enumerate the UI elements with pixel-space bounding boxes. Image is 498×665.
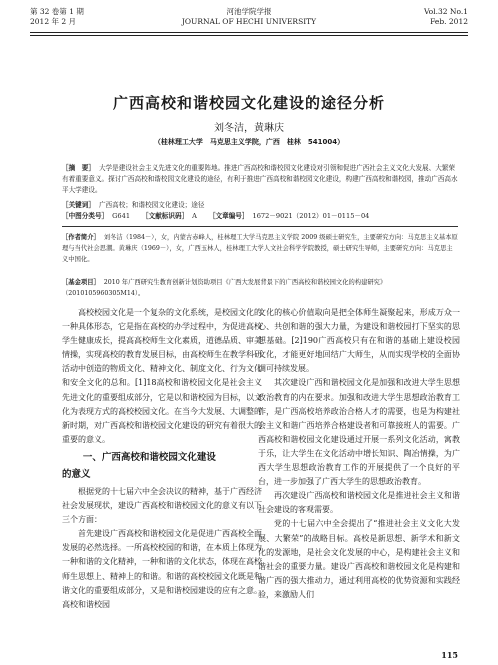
doc-code-label: ［文献标识码］: [142, 212, 189, 220]
publication-date: 2012 年 2 月: [30, 17, 77, 26]
journal-title-cn: 河池学院学报: [226, 7, 272, 16]
body-paragraph: 文化的核心价值取向是把全体师生凝聚起来，形成万众一心、共创和谐的强大力量，为建设和谐校园打下坚实的思想基础。[2]190广西高校只有在和谐的基础上建设校园文化，才能更好地回结广大师生，从而实现学校的全面协调可持续发展。: [258, 308, 460, 374]
publication-date-en: Feb. 2012: [430, 17, 468, 26]
body-paragraph: 根据党的十七届六中全会决议的精神，基于广西经济社会发展现状，建设广西高校和谐校园文化的意义有以下三个方面：: [62, 486, 262, 525]
article-number-field: [209, 211, 369, 222]
body-paragraph: 再次建设广西高校和谐校园文化是推进社会主义和谐社会建设的客观需要。: [258, 491, 460, 515]
paper-title: 广西高校和谐校园文化建设的途径分析: [112, 94, 385, 112]
body-paragraph: 首先建设广西高校和谐校园文化是促进广西高校全面发展的必然选择。一所高校校园的和谐，在本质上体现为一种和谐的文化精神，一种和谐的文化状态，体现在高校师生思想上、精神上的和谐。和谐的高校校园文化既是和谐文化的重要组成部分，又是和谐校园建设的应有之意。高校和谐校园: [62, 529, 262, 609]
clc-field: [62, 211, 130, 222]
journal-title-en: JOURNAL OF HECHI UNIVERSITY: [181, 17, 317, 26]
body-column-right: [258, 306, 460, 602]
keywords: [62, 200, 458, 211]
header-rule-thin: [30, 35, 468, 36]
abstract-rule: [62, 226, 458, 227]
funding: [62, 277, 458, 299]
funding-text: 2010 年广西研究生教育创新计划资助项目《广西大发展背景下的广西高校和谐校园文化的构建研究》（2010105960305M14）。: [62, 279, 387, 297]
author-bio-text: 刘冬洁（1984－），女，内蒙古赤峰人，桂林理工大学马克思主义学院 2009 级硕士研究生，主要研究方向：马克思主义基本原理与当代社会思潮。黄琳庆（1969－），女，广西玉林人，桂林理工大学人文社会科学学院教授，硕士研究生导师，主要研究方向：马克思主义中国化。: [62, 234, 458, 263]
article-number-value: 1672－9021（2012）01－0115－04: [252, 212, 370, 220]
abstract: [62, 163, 458, 196]
abstract-label: ［摘 要］: [62, 164, 95, 172]
paper-affiliation: （桂林理工大学 马克思主义学院，广西 桂林 541004）: [153, 138, 345, 146]
section-heading-line2: 的意义: [62, 468, 91, 480]
doc-code-field: [142, 211, 197, 222]
classification-line: [62, 211, 458, 222]
keywords-label: ［关键词］: [62, 201, 95, 209]
journal-name: [30, 7, 468, 27]
funding-label: ［基金项目］: [62, 279, 100, 286]
abstract-text: 大学是建设社会主义先进文化的重要阵地。推进广西高校和谐校园文化建设对引领和促进广西社会主义文化大发展、大繁荣有着重要意义。探讨广西高校和谐校园文化建设的途径，有利于推进广西高校和谐校园文化建设，构建广西高校和谐校园，推动广西高水平大学建设。: [62, 164, 458, 194]
article-number-label: ［文章编号］: [208, 212, 249, 220]
keywords-text: 广西高校；和谐校园文化建设；途径: [98, 201, 205, 209]
clc-label: ［中图分类号］: [62, 212, 109, 220]
header-rule: [30, 32, 468, 33]
body-paragraph: 其次建设广西和谐校园文化是加强和改进大学生思想政治教育的内在要求。加强和改进大学生思想政治教育工作，是广西高校培养政治合格人才的需要，也是为构建社会主义和谐广西培养合格建设者和可靠接班人的需要。广西高校和谐校园文化建设通过开展一系列文化活动，寓教于乐，让大学生在文化活动中增长知识、陶冶情操，为广西大学生思想政治教育工作的开展提供了一个良好的平台，进一步加强了广西大学生的思想政治教育。: [258, 378, 460, 487]
body-paragraph: 党的十七届六中全会提出了“推进社会主义文化大发展、大繁荣”的战略目标。高校是新思想、新学术和新文化的发源地，是社会文化发展的中心，是构建社会主义和谐社会的重要力量。建设广西高校和谐校园文化是构建和谐广西的强大推动力，通过利用高校的优势资源和实践经验，来激励人们: [258, 519, 460, 599]
section-heading-line1: 一、广西高校和谐校园文化建设: [82, 451, 216, 463]
author-bio: [62, 232, 458, 265]
volume-issue-en: Vol.32 No.1: [423, 7, 468, 16]
volume-issue: 第 32 卷第 1 期: [30, 7, 84, 16]
volume-info-en: [424, 7, 468, 27]
paper-authors: 刘冬洁，黄琳庆: [214, 123, 284, 134]
doc-code-value: A: [192, 212, 197, 220]
page-number: 115: [441, 650, 458, 660]
clc-value: G641: [112, 212, 131, 220]
author-bio-label: ［作者简介］: [62, 234, 100, 241]
body-paragraph: 高校校园文化是一个复杂的文化系统，是校园文化的一种具体形态，它是指在高校的办学过程中，为促进高校学生健康成长，提高高校师生文化素质，道德品质、审美情操，实现高校的教育发展目标，由高校师生在教学科研活动中创造的物质文化、精神文化、制度文化、行为文化和安全文化的总和。[1]18高校和谐校园文化是社会主义先进文化的重要组成部分，它是以和谐校园为目标，以文化为表现方式的高校校园文化。在当今大发展、大调整的新时期，对广西高校和谐校园文化建设的研究有着很大的重要的意义。: [62, 308, 262, 444]
section-heading: [62, 450, 262, 466]
body-column-left: [62, 306, 262, 612]
